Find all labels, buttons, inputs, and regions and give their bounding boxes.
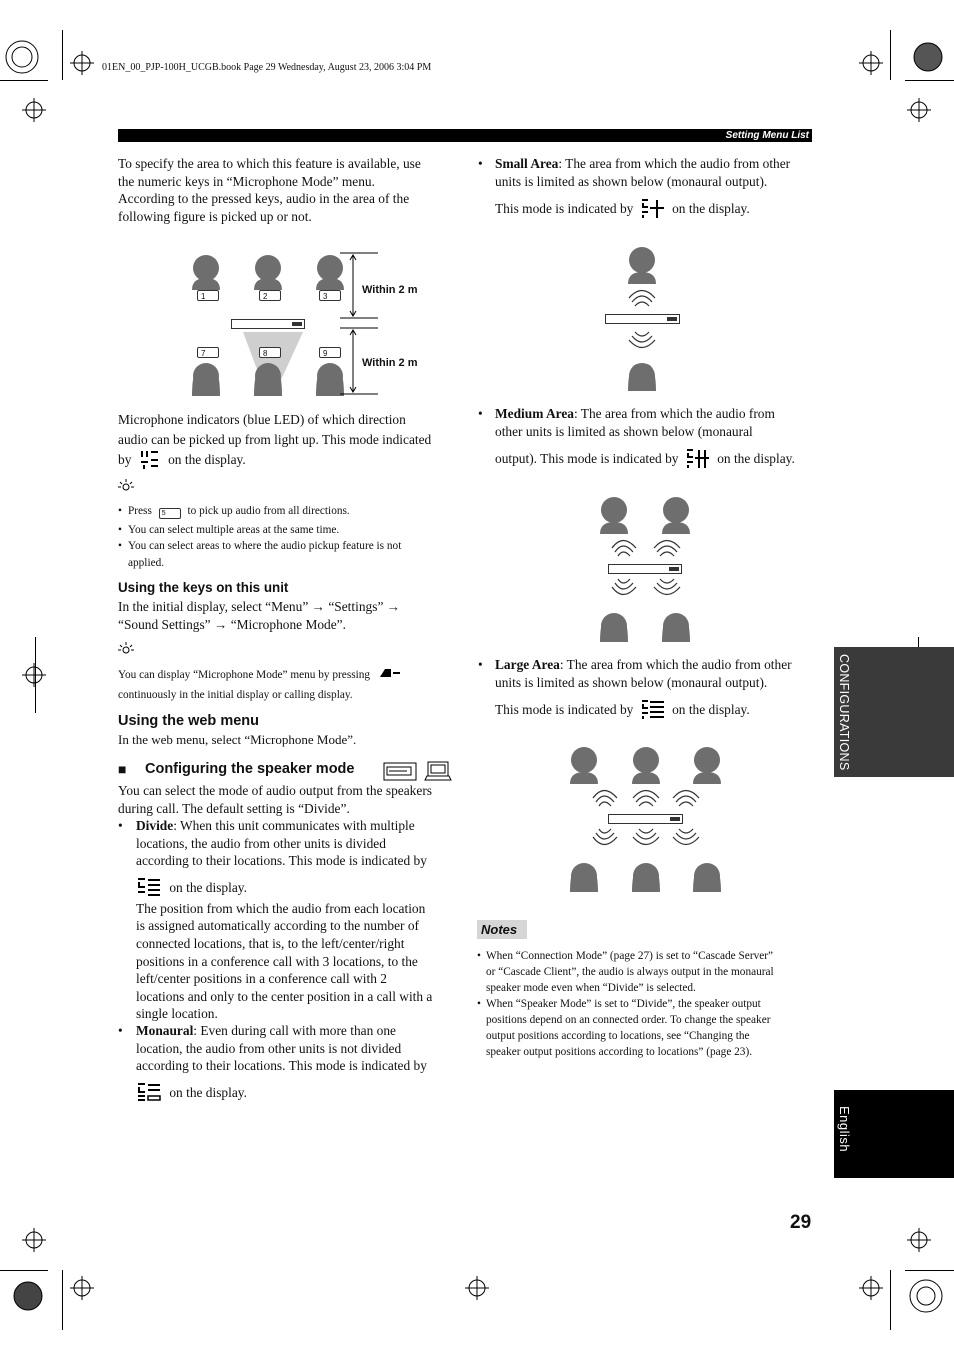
monaural-line: according to their locations. This mode is indicated by — [136, 1058, 427, 1074]
tip-icon — [118, 478, 134, 494]
large-area-figure — [566, 746, 726, 892]
tip-item: • You can select areas to where the audio pickup feature is not applied. — [118, 540, 402, 569]
note-line: output positions according to locations, see “Changing the — [486, 1030, 750, 1042]
divide-para-line: positions in a conference call with 3 locations, to the — [136, 953, 418, 969]
key-2: 2 — [259, 290, 281, 301]
keys-line: In the initial display, select “Menu” → “Settings” → — [118, 599, 401, 614]
tip-text: You can select areas to where the audio pickup feature is not — [128, 540, 402, 553]
medium-area-display-icon — [686, 448, 710, 468]
section-bar-title: Setting Menu List — [725, 130, 809, 141]
tip-text: You can select multiple areas at the same time. — [128, 524, 340, 537]
divide-para-line: left/center positions in a conference call with 2 — [136, 971, 387, 987]
medium-area-line: output). This mode is indicated by — [495, 451, 679, 467]
keys-tip — [118, 665, 463, 705]
intro-line: To specify the area to which this feature is available, use — [118, 156, 421, 171]
keys-paragraph — [118, 598, 463, 633]
small-area-line: units is limited as shown below (monaural output). — [495, 173, 768, 189]
divide-para-line: is assigned automatically according to the number of — [136, 918, 419, 934]
monaural-term: Monaural — [136, 1023, 194, 1038]
large-area-line: units is limited as shown below (monaural output). — [495, 674, 768, 690]
conference-unit-icon — [231, 319, 305, 329]
configurations-tab — [834, 647, 954, 777]
divide-term: Divide — [136, 818, 174, 833]
section-bar — [118, 129, 812, 142]
tip-item: • Press 5 to pick up audio from all directions. — [118, 505, 350, 517]
tips-list — [118, 503, 463, 571]
page-number: 29 — [790, 1212, 812, 1233]
large-area-term: Large Area — [495, 657, 560, 672]
medium-area-term: Medium Area — [495, 406, 574, 421]
large-area-indicated: on the display. — [672, 702, 750, 718]
divide-display-text: on the display. — [169, 879, 247, 895]
key-5-icon: 5 — [159, 508, 181, 519]
monaural-display-icon — [136, 1082, 162, 1102]
web-heading: Using the web menu — [118, 713, 259, 729]
note-item: • When “Connection Mode” (page 27) is set to “Cascade Server” or “Cascade Client”, the audio is always output in the monaural speaker mode even when “Divide” is selected. — [477, 948, 817, 996]
small-area-term: Small Area — [495, 156, 559, 171]
monaural-line: : Even during call with more than one — [193, 1023, 396, 1038]
section-marker: ■ — [118, 761, 127, 777]
indicator-line: on the display. — [168, 452, 246, 467]
english-tab-label: English — [837, 1106, 852, 1153]
intro-line: the numeric keys in “Microphone Mode” menu. — [118, 173, 375, 189]
key-8: 8 — [259, 347, 281, 358]
indicator-line: Microphone indicators (blue LED) of which direction — [118, 412, 406, 427]
divide-para-line: single location. — [136, 1006, 218, 1022]
intro-line: following figure is picked up or not. — [118, 208, 312, 224]
note-line: or “Cascade Client”, the audio is always output in the monaural — [486, 966, 774, 978]
speaker-intro-line: You can select the mode of audio output from the speakers — [118, 783, 432, 798]
note-line: When “Connection Mode” (page 27) is set to “Cascade Server” — [486, 950, 774, 962]
small-area-item: • Small Area: The area from which the audio from other units is limited as shown below (monaural output). This mode is indicated by on the display. — [478, 155, 818, 218]
indicator-line: by — [118, 452, 132, 467]
key-1: 1 — [197, 290, 219, 301]
monaural-item: • Monaural: Even during call with more than one location, the audio from other units is not divided according to their locations. This mode is indicated by on the display. — [118, 1022, 463, 1102]
key-7: 7 — [197, 347, 219, 358]
within-bottom-label: Within 2 m — [362, 357, 418, 369]
divide-line: according to their locations. This mode is indicated by — [136, 853, 427, 869]
divide-para-line: locations and only to the center position in a call with a — [136, 988, 433, 1004]
notes-title: Notes — [481, 922, 518, 937]
configurations-tab-label: CONFIGURATIONS — [837, 654, 851, 771]
note-line: speaker output positions according to locations” (page 23). — [486, 1046, 753, 1058]
keys-heading: Using the keys on this unit — [118, 580, 289, 595]
speaker-heading-row — [118, 760, 463, 784]
indicator-paragraph — [118, 410, 463, 470]
conference-unit-icon — [608, 564, 682, 574]
notes-label-box — [477, 920, 527, 939]
speaker-intro-line: during call. The default setting is “Divide”. — [118, 800, 350, 816]
notes-list — [477, 948, 817, 1060]
note-item: • When “Speaker Mode” is set to “Divide”, the speaker output positions depend on an connected order. To change the speaker output positions according to locations, see “Changing the speaker output positions according to locations” (page 23). — [477, 996, 817, 1060]
small-area-indicated: This mode is indicated by — [495, 201, 634, 217]
small-area-display-icon — [641, 198, 665, 218]
mic-mode-display-icon — [139, 450, 161, 470]
web-text: In the web menu, select “Microphone Mode”. — [118, 732, 357, 747]
file-info: 01EN_00_PJP-100H_UCGB.book Page 29 Wednesday, August 23, 2006 3:04 PM — [102, 62, 432, 73]
tip-item: • You can select multiple areas at the same time. — [118, 524, 340, 537]
key-3: 3 — [319, 290, 341, 301]
device-and-pc-icons — [383, 760, 453, 782]
monaural-display-text: on the display. — [169, 1084, 247, 1100]
tip-press-prefix: Press — [128, 505, 152, 517]
indicator-line: audio can be picked up from light up. This mode indicated — [118, 432, 432, 447]
small-area-indicated: on the display. — [672, 201, 750, 217]
within-top-label: Within 2 m — [362, 284, 418, 296]
note-line: positions depend on an connected order. To change the speaker — [486, 1014, 771, 1026]
large-area-line: : The area from which the audio from other — [559, 657, 792, 672]
divide-para-line: The position from which the audio from each location — [136, 900, 426, 916]
english-tab — [834, 1090, 954, 1178]
medium-area-item: • Medium Area: The area from which the audio from other units is limited as shown below (monaural output). This mode is indicated by on the display. — [478, 405, 818, 468]
medium-area-figure — [598, 496, 694, 642]
monaural-line: location, the audio from other units is not divided — [136, 1040, 402, 1056]
keys-line: “Sound Settings” → “Microphone Mode”. — [118, 616, 346, 632]
intro-line: According to the pressed keys, audio in the area of the — [118, 191, 410, 207]
intro-paragraph — [118, 155, 458, 225]
large-area-display-icon — [641, 699, 665, 719]
microphone-area-figure — [185, 248, 445, 398]
conference-unit-icon — [605, 314, 680, 324]
medium-area-line: other units is limited as shown below (monaural — [495, 423, 753, 439]
conference-unit-icon — [608, 814, 683, 824]
divide-display-icon — [136, 877, 162, 897]
medium-area-indicated: on the display. — [717, 451, 795, 467]
small-area-figure — [600, 246, 690, 391]
small-area-line: : The area from which the audio from other — [558, 156, 791, 171]
note-line: speaker mode even when “Divide” is selected. — [486, 982, 696, 994]
speaker-intro — [118, 782, 463, 817]
keys-tip-line: continuously in the initial display or calling display. — [118, 689, 353, 701]
speaker-heading: Configuring the speaker mode — [145, 761, 355, 777]
divide-item: • Divide: When this unit communicates with multiple locations, the audio from other units is divided according to their locations. This mode is indicated by on the display. The position from which the audio from each location is assigned automatically according to the number of connected locations, that is, to the left/center/right positions in a conference call with 3 locations, to the left/center positions in a conference call with 2 locations and only to the center position in a call with a single location. — [118, 817, 463, 1023]
tip-press-suffix: to pick up audio from all directions. — [187, 505, 350, 517]
key-9: 9 — [319, 347, 341, 358]
divide-line: locations, the audio from other units is divided — [136, 835, 386, 851]
keys-tip-line: You can display “Microphone Mode” menu by pressing — [118, 669, 371, 681]
note-line: When “Speaker Mode” is set to “Divide”, the speaker output — [486, 998, 761, 1010]
divide-para-line: connected locations, that is, to the left/center/right — [136, 935, 405, 951]
large-area-item: • Large Area: The area from which the audio from other units is limited as shown below (monaural output). This mode is indicated by on the display. — [478, 656, 818, 719]
large-area-indicated: This mode is indicated by — [495, 702, 634, 718]
divide-line: : When this unit communicates with multiple — [173, 818, 415, 833]
mic-key-icon — [379, 667, 401, 679]
tip-text: applied. — [128, 556, 165, 569]
medium-area-line: : The area from which the audio from — [573, 406, 775, 421]
tip-icon — [118, 641, 134, 657]
